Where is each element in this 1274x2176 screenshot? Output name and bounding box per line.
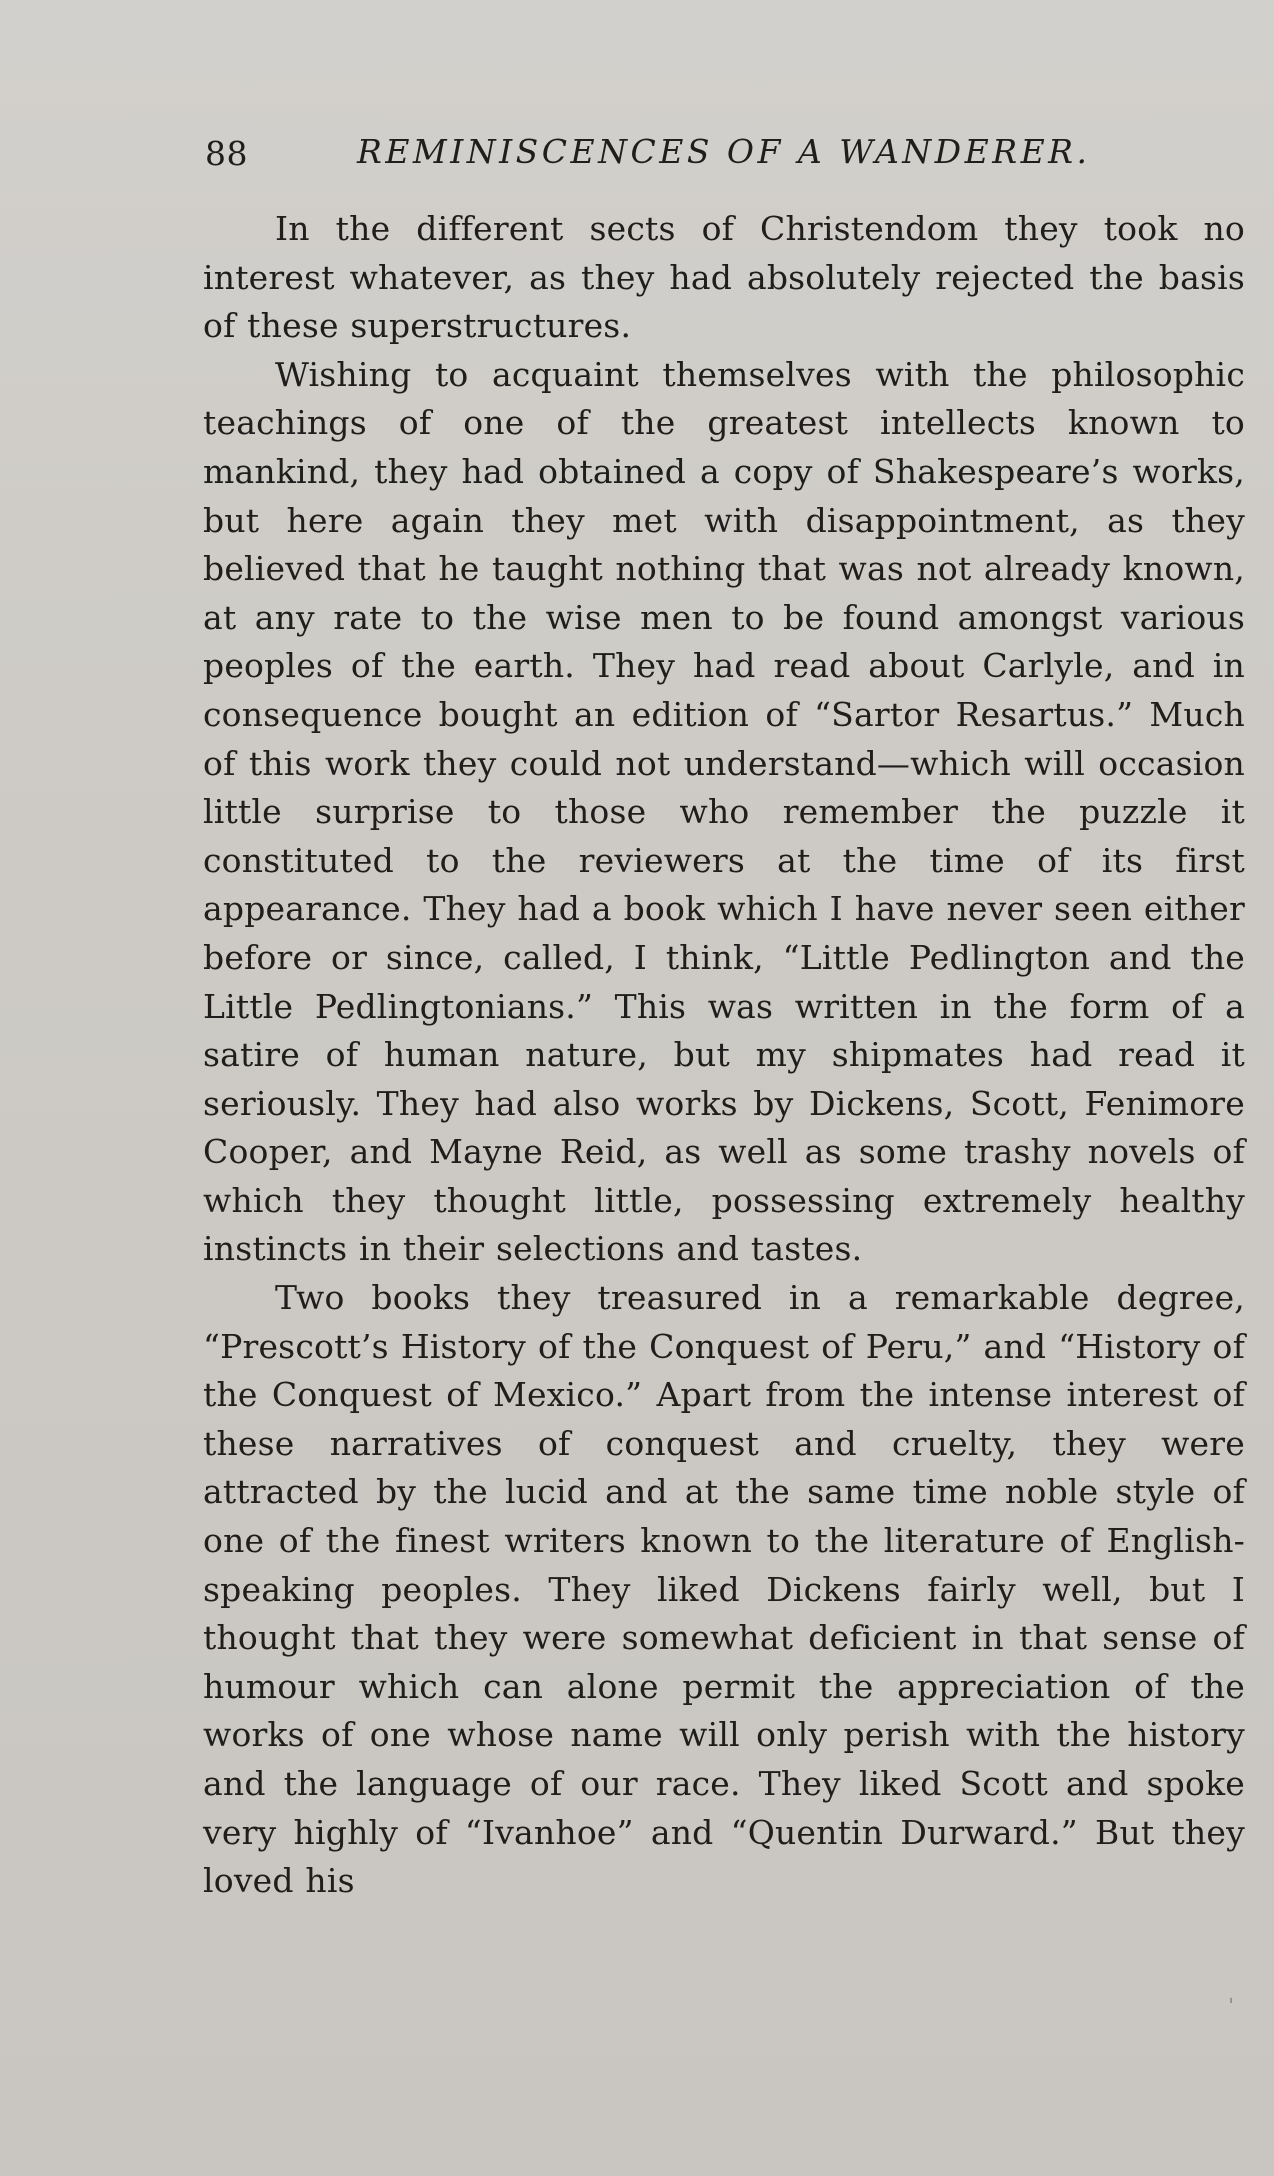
page-number: 88	[205, 134, 248, 173]
paragraph-3: Two books they treasured in a remarkable degree, “Prescott’s History of the Conquest of Peru,” and “History of the Conquest of Mexico.” Apart from the intense interest of these narratives of conquest and cruelty, they were attracted by the lucid and at the same time noble style of one of the finest writers known to the literature of English-speaking peoples. They liked Dickens fairly well, but I thought that they were somewhat deficient in that sense of humour which can alone permit the appreciation of the works of one whose name will only perish with the history and the language of our race. They liked Scott and spoke very highly of “Ivanhoe” and “Quentin Durward.” But they loved his	[203, 1278, 1245, 1901]
running-title: REMINISCENCES OF A WANDERER.	[357, 132, 1091, 171]
page-header	[205, 130, 1110, 180]
scan-mark: ˌ	[1227, 1981, 1234, 2006]
body-text	[203, 205, 1245, 1906]
paragraph-1: In the different sects of Christendom they took no interest whatever, as they had absolutely rejected the basis of these superstructures.	[203, 209, 1245, 346]
paragraph-2: Wishing to acquaint themselves with the philosophic teachings of one of the greatest intellects known to mankind, they had obtained a copy of Shakespeare’s works, but here again they met with disappointment, as they believed that he taught nothing that was not already known, at any rate to the wise men to be found amongst various peoples of the earth. They had read about Carlyle, and in consequence bought an edition of “Sartor Resartus.” Much of this work they could not understand—which will occasion little surprise to those who remember the puzzle it constituted to the reviewers at the time of its first appearance. They had a book which I have never seen either before or since, called, I think, “Little Pedlington and the Little Pedlingtonians.” This was written in the form of a satire of human nature, but my shipmates had read it seriously. They had also works by Dickens, Scott, Fenimore Cooper, and Mayne Reid, as well as some trashy novels of which they thought little, possessing extremely healthy instincts in their selections and tastes.	[203, 354, 1245, 1269]
